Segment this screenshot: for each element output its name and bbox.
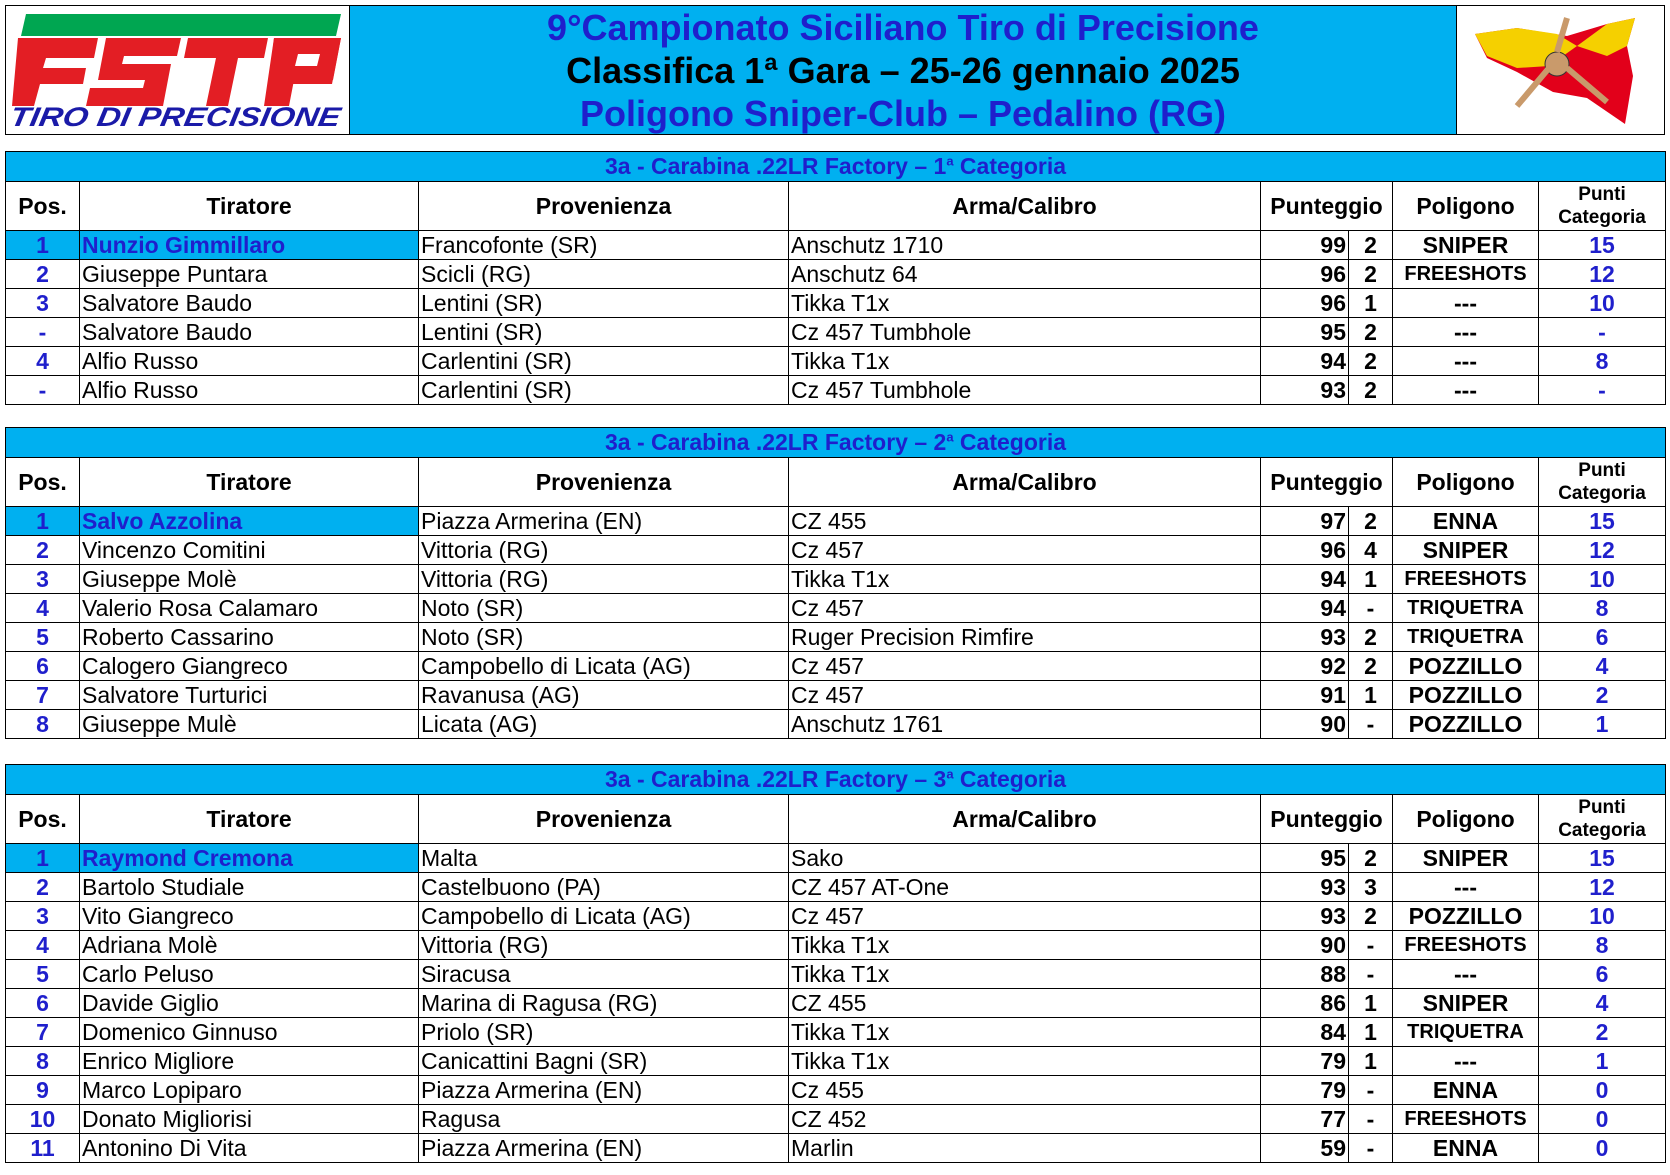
x-count-cell: 3: [1349, 873, 1393, 902]
position-cell: 7: [6, 681, 80, 710]
weapon-cell: Tikka T1x: [789, 1018, 1261, 1047]
table-row: [6, 376, 1666, 405]
origin-cell: Licata (AG): [419, 710, 789, 739]
col-arma: Arma/Calibro: [789, 182, 1261, 231]
shooter-name-cell: Nunzio Gimmillaro: [80, 231, 419, 260]
weapon-cell: Cz 455: [789, 1076, 1261, 1105]
table-row: [6, 1105, 1666, 1134]
table-row: [6, 565, 1666, 594]
category-title: 3a - Carabina .22LR Factory – 1$^a$ Categoria: [6, 152, 1666, 182]
position-cell: 1: [6, 231, 80, 260]
results-table-category-2: [5, 427, 1666, 739]
score-cell: 95: [1261, 844, 1349, 873]
table-row: [6, 347, 1666, 376]
score-cell: 93: [1261, 873, 1349, 902]
weapon-cell: Cz 457 Tumbhole: [789, 376, 1261, 405]
score-cell: 91: [1261, 681, 1349, 710]
shooter-name-cell: Raymond Cremona: [80, 844, 419, 873]
table-row: [6, 989, 1666, 1018]
weapon-cell: CZ 457 AT-One: [789, 873, 1261, 902]
position-cell: -: [6, 376, 80, 405]
category-points-cell: 2: [1539, 1018, 1666, 1047]
title-line-2: Classifica 1ª Gara – 25-26 gennaio 2025: [566, 49, 1240, 91]
category-points-cell: 4: [1539, 652, 1666, 681]
col-punti-categoria: Punti Categoria: [1539, 795, 1666, 844]
col-arma: Arma/Calibro: [789, 795, 1261, 844]
score-cell: 59: [1261, 1134, 1349, 1163]
x-count-cell: 1: [1349, 989, 1393, 1018]
range-cell: SNIPER: [1393, 844, 1539, 873]
score-cell: 96: [1261, 536, 1349, 565]
position-cell: 8: [6, 1047, 80, 1076]
origin-cell: Piazza Armerina (EN): [419, 1134, 789, 1163]
col-pos: Pos.: [6, 795, 80, 844]
shooter-name-cell: Alfio Russo: [80, 376, 419, 405]
weapon-cell: Cz 457: [789, 536, 1261, 565]
origin-cell: Lentini (SR): [419, 318, 789, 347]
position-cell: 6: [6, 652, 80, 681]
page-header: [5, 5, 1665, 135]
category-points-cell: 10: [1539, 902, 1666, 931]
shooter-name-cell: Enrico Migliore: [80, 1047, 419, 1076]
shooter-name-cell: Donato Migliorisi: [80, 1105, 419, 1134]
category-points-cell: 15: [1539, 231, 1666, 260]
origin-cell: Carlentini (SR): [419, 376, 789, 405]
weapon-cell: CZ 452: [789, 1105, 1261, 1134]
shooter-name-cell: Calogero Giangreco: [80, 652, 419, 681]
fstp-logo: [6, 6, 350, 134]
origin-cell: Priolo (SR): [419, 1018, 789, 1047]
table-row: [6, 873, 1666, 902]
category-points-cell: 4: [1539, 989, 1666, 1018]
position-cell: 7: [6, 1018, 80, 1047]
position-cell: 2: [6, 536, 80, 565]
table-header: [6, 182, 1666, 231]
table-header: [6, 458, 1666, 507]
range-cell: SNIPER: [1393, 231, 1539, 260]
score-cell: 95: [1261, 318, 1349, 347]
weapon-cell: Anschutz 1761: [789, 710, 1261, 739]
col-poligono: Poligono: [1393, 182, 1539, 231]
score-cell: 99: [1261, 231, 1349, 260]
range-cell: TRIQUETRA: [1393, 1018, 1539, 1047]
score-cell: 93: [1261, 623, 1349, 652]
score-cell: 92: [1261, 652, 1349, 681]
section-category-2: [5, 427, 1665, 739]
category-points-cell: 6: [1539, 960, 1666, 989]
col-provenienza: Provenienza: [419, 458, 789, 507]
weapon-cell: Tikka T1x: [789, 347, 1261, 376]
table-row: [6, 902, 1666, 931]
category-points-cell: 0: [1539, 1076, 1666, 1105]
weapon-cell: Tikka T1x: [789, 960, 1261, 989]
range-cell: POZZILLO: [1393, 710, 1539, 739]
category-title: 3a - Carabina .22LR Factory – 3$^a$ Categoria: [6, 765, 1666, 795]
position-cell: 4: [6, 594, 80, 623]
position-cell: 2: [6, 260, 80, 289]
category-points-cell: 6: [1539, 623, 1666, 652]
shooter-name-cell: Valerio Rosa Calamaro: [80, 594, 419, 623]
x-count-cell: 2: [1349, 347, 1393, 376]
range-cell: ---: [1393, 376, 1539, 405]
x-count-cell: -: [1349, 931, 1393, 960]
col-pos: Pos.: [6, 182, 80, 231]
x-count-cell: 1: [1349, 681, 1393, 710]
x-count-cell: -: [1349, 710, 1393, 739]
shooter-name-cell: Giuseppe Puntara: [80, 260, 419, 289]
position-cell: 1: [6, 507, 80, 536]
category-points-cell: 10: [1539, 565, 1666, 594]
score-cell: 93: [1261, 376, 1349, 405]
score-cell: 77: [1261, 1105, 1349, 1134]
table-row: [6, 260, 1666, 289]
category-points-cell: 10: [1539, 289, 1666, 318]
score-cell: 88: [1261, 960, 1349, 989]
score-cell: 79: [1261, 1047, 1349, 1076]
shooter-name-cell: Giuseppe Molè: [80, 565, 419, 594]
position-cell: 8: [6, 710, 80, 739]
x-count-cell: 4: [1349, 536, 1393, 565]
score-cell: 84: [1261, 1018, 1349, 1047]
x-count-cell: 2: [1349, 652, 1393, 681]
weapon-cell: Cz 457: [789, 652, 1261, 681]
position-cell: 10: [6, 1105, 80, 1134]
shooter-name-cell: Bartolo Studiale: [80, 873, 419, 902]
shooter-name-cell: Vito Giangreco: [80, 902, 419, 931]
x-count-cell: 2: [1349, 507, 1393, 536]
category-points-cell: 15: [1539, 507, 1666, 536]
table-row: [6, 318, 1666, 347]
range-cell: ENNA: [1393, 1076, 1539, 1105]
origin-cell: Siracusa: [419, 960, 789, 989]
col-provenienza: Provenienza: [419, 182, 789, 231]
fstp-logo-graphic: [6, 6, 349, 134]
table-row: [6, 1076, 1666, 1105]
category-points-cell: 1: [1539, 1047, 1666, 1076]
col-pos: Pos.: [6, 458, 80, 507]
table-row: [6, 231, 1666, 260]
range-cell: POZZILLO: [1393, 652, 1539, 681]
origin-cell: Piazza Armerina (EN): [419, 1076, 789, 1105]
position-cell: 3: [6, 565, 80, 594]
shooter-name-cell: Domenico Ginnuso: [80, 1018, 419, 1047]
shooter-name-cell: Giuseppe Mulè: [80, 710, 419, 739]
x-count-cell: -: [1349, 1105, 1393, 1134]
shooter-name-cell: Marco Lopiparo: [80, 1076, 419, 1105]
category-points-cell: 15: [1539, 844, 1666, 873]
table-row: [6, 1047, 1666, 1076]
origin-cell: Malta: [419, 844, 789, 873]
weapon-cell: Cz 457 Tumbhole: [789, 318, 1261, 347]
origin-cell: Campobello di Licata (AG): [419, 902, 789, 931]
table-row: [6, 844, 1666, 873]
weapon-cell: Cz 457: [789, 594, 1261, 623]
x-count-cell: 2: [1349, 318, 1393, 347]
position-cell: 1: [6, 844, 80, 873]
table-row: [6, 710, 1666, 739]
origin-cell: Noto (SR): [419, 594, 789, 623]
col-arma: Arma/Calibro: [789, 458, 1261, 507]
category-points-cell: 12: [1539, 260, 1666, 289]
championship-title: [350, 6, 1457, 134]
category-points-cell: 12: [1539, 873, 1666, 902]
range-cell: ---: [1393, 289, 1539, 318]
x-count-cell: 1: [1349, 1047, 1393, 1076]
x-count-cell: 2: [1349, 902, 1393, 931]
origin-cell: Carlentini (SR): [419, 347, 789, 376]
origin-cell: Ragusa: [419, 1105, 789, 1134]
table-row: [6, 652, 1666, 681]
score-cell: 86: [1261, 989, 1349, 1018]
x-count-cell: 1: [1349, 289, 1393, 318]
score-cell: 90: [1261, 710, 1349, 739]
shooter-name-cell: Davide Giglio: [80, 989, 419, 1018]
table-row: [6, 1018, 1666, 1047]
col-punteggio: Punteggio: [1261, 182, 1393, 231]
position-cell: 3: [6, 902, 80, 931]
section-category-1: [5, 151, 1665, 405]
range-cell: TRIQUETRA: [1393, 623, 1539, 652]
weapon-cell: Tikka T1x: [789, 565, 1261, 594]
weapon-cell: Tikka T1x: [789, 931, 1261, 960]
weapon-cell: Anschutz 1710: [789, 231, 1261, 260]
range-cell: ---: [1393, 873, 1539, 902]
table-row: [6, 289, 1666, 318]
origin-cell: Vittoria (RG): [419, 565, 789, 594]
table-row: [6, 507, 1666, 536]
category-points-cell: 8: [1539, 931, 1666, 960]
position-cell: 4: [6, 931, 80, 960]
shooter-name-cell: Vincenzo Comitini: [80, 536, 419, 565]
x-count-cell: -: [1349, 594, 1393, 623]
sicily-emblem: [1457, 6, 1664, 134]
origin-cell: Campobello di Licata (AG): [419, 652, 789, 681]
score-cell: 79: [1261, 1076, 1349, 1105]
position-cell: 4: [6, 347, 80, 376]
position-cell: -: [6, 318, 80, 347]
score-cell: 97: [1261, 507, 1349, 536]
shooter-name-cell: Adriana Molè: [80, 931, 419, 960]
shooter-name-cell: Salvatore Turturici: [80, 681, 419, 710]
shooter-name-cell: Salvatore Baudo: [80, 318, 419, 347]
section-category-3: [5, 764, 1665, 1163]
range-cell: FREESHOTS: [1393, 565, 1539, 594]
origin-cell: Lentini (SR): [419, 289, 789, 318]
score-cell: 90: [1261, 931, 1349, 960]
score-cell: 96: [1261, 260, 1349, 289]
origin-cell: Vittoria (RG): [419, 536, 789, 565]
col-tiratore: Tiratore: [80, 458, 419, 507]
score-cell: 96: [1261, 289, 1349, 318]
category-title: 3a - Carabina .22LR Factory – 2$^a$ Categoria: [6, 428, 1666, 458]
col-punti-categoria: Punti Categoria: [1539, 182, 1666, 231]
weapon-cell: CZ 455: [789, 989, 1261, 1018]
table-row: [6, 1134, 1666, 1163]
range-cell: FREESHOTS: [1393, 260, 1539, 289]
x-count-cell: 2: [1349, 376, 1393, 405]
weapon-cell: Marlin: [789, 1134, 1261, 1163]
weapon-cell: Ruger Precision Rimfire: [789, 623, 1261, 652]
position-cell: 11: [6, 1134, 80, 1163]
range-cell: FREESHOTS: [1393, 931, 1539, 960]
col-poligono: Poligono: [1393, 795, 1539, 844]
category-points-cell: 2: [1539, 681, 1666, 710]
x-count-cell: 2: [1349, 260, 1393, 289]
table-header: [6, 795, 1666, 844]
col-punteggio: Punteggio: [1261, 458, 1393, 507]
title-line-1: 9°Campionato Siciliano Tiro di Precisione: [547, 6, 1259, 48]
table-row: [6, 960, 1666, 989]
range-cell: SNIPER: [1393, 536, 1539, 565]
shooter-name-cell: Carlo Peluso: [80, 960, 419, 989]
range-cell: TRIQUETRA: [1393, 594, 1539, 623]
table-row: [6, 594, 1666, 623]
range-cell: ENNA: [1393, 1134, 1539, 1163]
position-cell: 6: [6, 989, 80, 1018]
weapon-cell: Anschutz 64: [789, 260, 1261, 289]
origin-cell: Marina di Ragusa (RG): [419, 989, 789, 1018]
position-cell: 5: [6, 623, 80, 652]
table-row: [6, 623, 1666, 652]
range-cell: POZZILLO: [1393, 681, 1539, 710]
range-cell: ---: [1393, 318, 1539, 347]
range-cell: ---: [1393, 960, 1539, 989]
x-count-cell: -: [1349, 1076, 1393, 1105]
category-points-cell: 8: [1539, 594, 1666, 623]
origin-cell: Canicattini Bagni (SR): [419, 1047, 789, 1076]
category-points-cell: -: [1539, 376, 1666, 405]
range-cell: ENNA: [1393, 507, 1539, 536]
range-cell: POZZILLO: [1393, 902, 1539, 931]
position-cell: 3: [6, 289, 80, 318]
x-count-cell: 2: [1349, 623, 1393, 652]
category-points-cell: 0: [1539, 1134, 1666, 1163]
score-cell: 94: [1261, 565, 1349, 594]
category-points-cell: 8: [1539, 347, 1666, 376]
shooter-name-cell: Salvo Azzolina: [80, 507, 419, 536]
range-cell: ---: [1393, 1047, 1539, 1076]
title-line-3: Poligono Sniper-Club – Pedalino (RG): [580, 92, 1226, 134]
shooter-name-cell: Antonino Di Vita: [80, 1134, 419, 1163]
shooter-name-cell: Salvatore Baudo: [80, 289, 419, 318]
origin-cell: Castelbuono (PA): [419, 873, 789, 902]
range-cell: ---: [1393, 347, 1539, 376]
origin-cell: Francofonte (SR): [419, 231, 789, 260]
weapon-cell: Cz 457: [789, 902, 1261, 931]
origin-cell: Vittoria (RG): [419, 931, 789, 960]
trinacria-icon: [1457, 6, 1662, 134]
position-cell: 9: [6, 1076, 80, 1105]
category-points-cell: 12: [1539, 536, 1666, 565]
col-punteggio: Punteggio: [1261, 795, 1393, 844]
col-punti-categoria: Punti Categoria: [1539, 458, 1666, 507]
table-row: [6, 536, 1666, 565]
x-count-cell: 2: [1349, 844, 1393, 873]
weapon-cell: Sako: [789, 844, 1261, 873]
results-table-category-1: [5, 151, 1666, 405]
origin-cell: Scicli (RG): [419, 260, 789, 289]
position-cell: 5: [6, 960, 80, 989]
weapon-cell: Tikka T1x: [789, 289, 1261, 318]
shooter-name-cell: Alfio Russo: [80, 347, 419, 376]
x-count-cell: -: [1349, 960, 1393, 989]
origin-cell: Noto (SR): [419, 623, 789, 652]
col-tiratore: Tiratore: [80, 795, 419, 844]
score-cell: 94: [1261, 594, 1349, 623]
svg-text:TIRO DI PRECISIONE: TIRO DI PRECISIONE: [7, 101, 287, 132]
table-row: [6, 931, 1666, 960]
table-row: [6, 681, 1666, 710]
weapon-cell: CZ 455: [789, 507, 1261, 536]
weapon-cell: Cz 457: [789, 681, 1261, 710]
range-cell: SNIPER: [1393, 989, 1539, 1018]
shooter-name-cell: Roberto Cassarino: [80, 623, 419, 652]
score-cell: 94: [1261, 347, 1349, 376]
range-cell: FREESHOTS: [1393, 1105, 1539, 1134]
x-count-cell: 2: [1349, 231, 1393, 260]
origin-cell: Ravanusa (AG): [419, 681, 789, 710]
col-tiratore: Tiratore: [80, 182, 419, 231]
weapon-cell: Tikka T1x: [789, 1047, 1261, 1076]
x-count-cell: 1: [1349, 1018, 1393, 1047]
col-poligono: Poligono: [1393, 458, 1539, 507]
x-count-cell: 1: [1349, 565, 1393, 594]
origin-cell: Piazza Armerina (EN): [419, 507, 789, 536]
score-cell: 93: [1261, 902, 1349, 931]
category-points-cell: 0: [1539, 1105, 1666, 1134]
results-table-category-3: [5, 764, 1666, 1163]
category-points-cell: -: [1539, 318, 1666, 347]
x-count-cell: -: [1349, 1134, 1393, 1163]
position-cell: 2: [6, 873, 80, 902]
category-points-cell: 1: [1539, 710, 1666, 739]
col-provenienza: Provenienza: [419, 795, 789, 844]
